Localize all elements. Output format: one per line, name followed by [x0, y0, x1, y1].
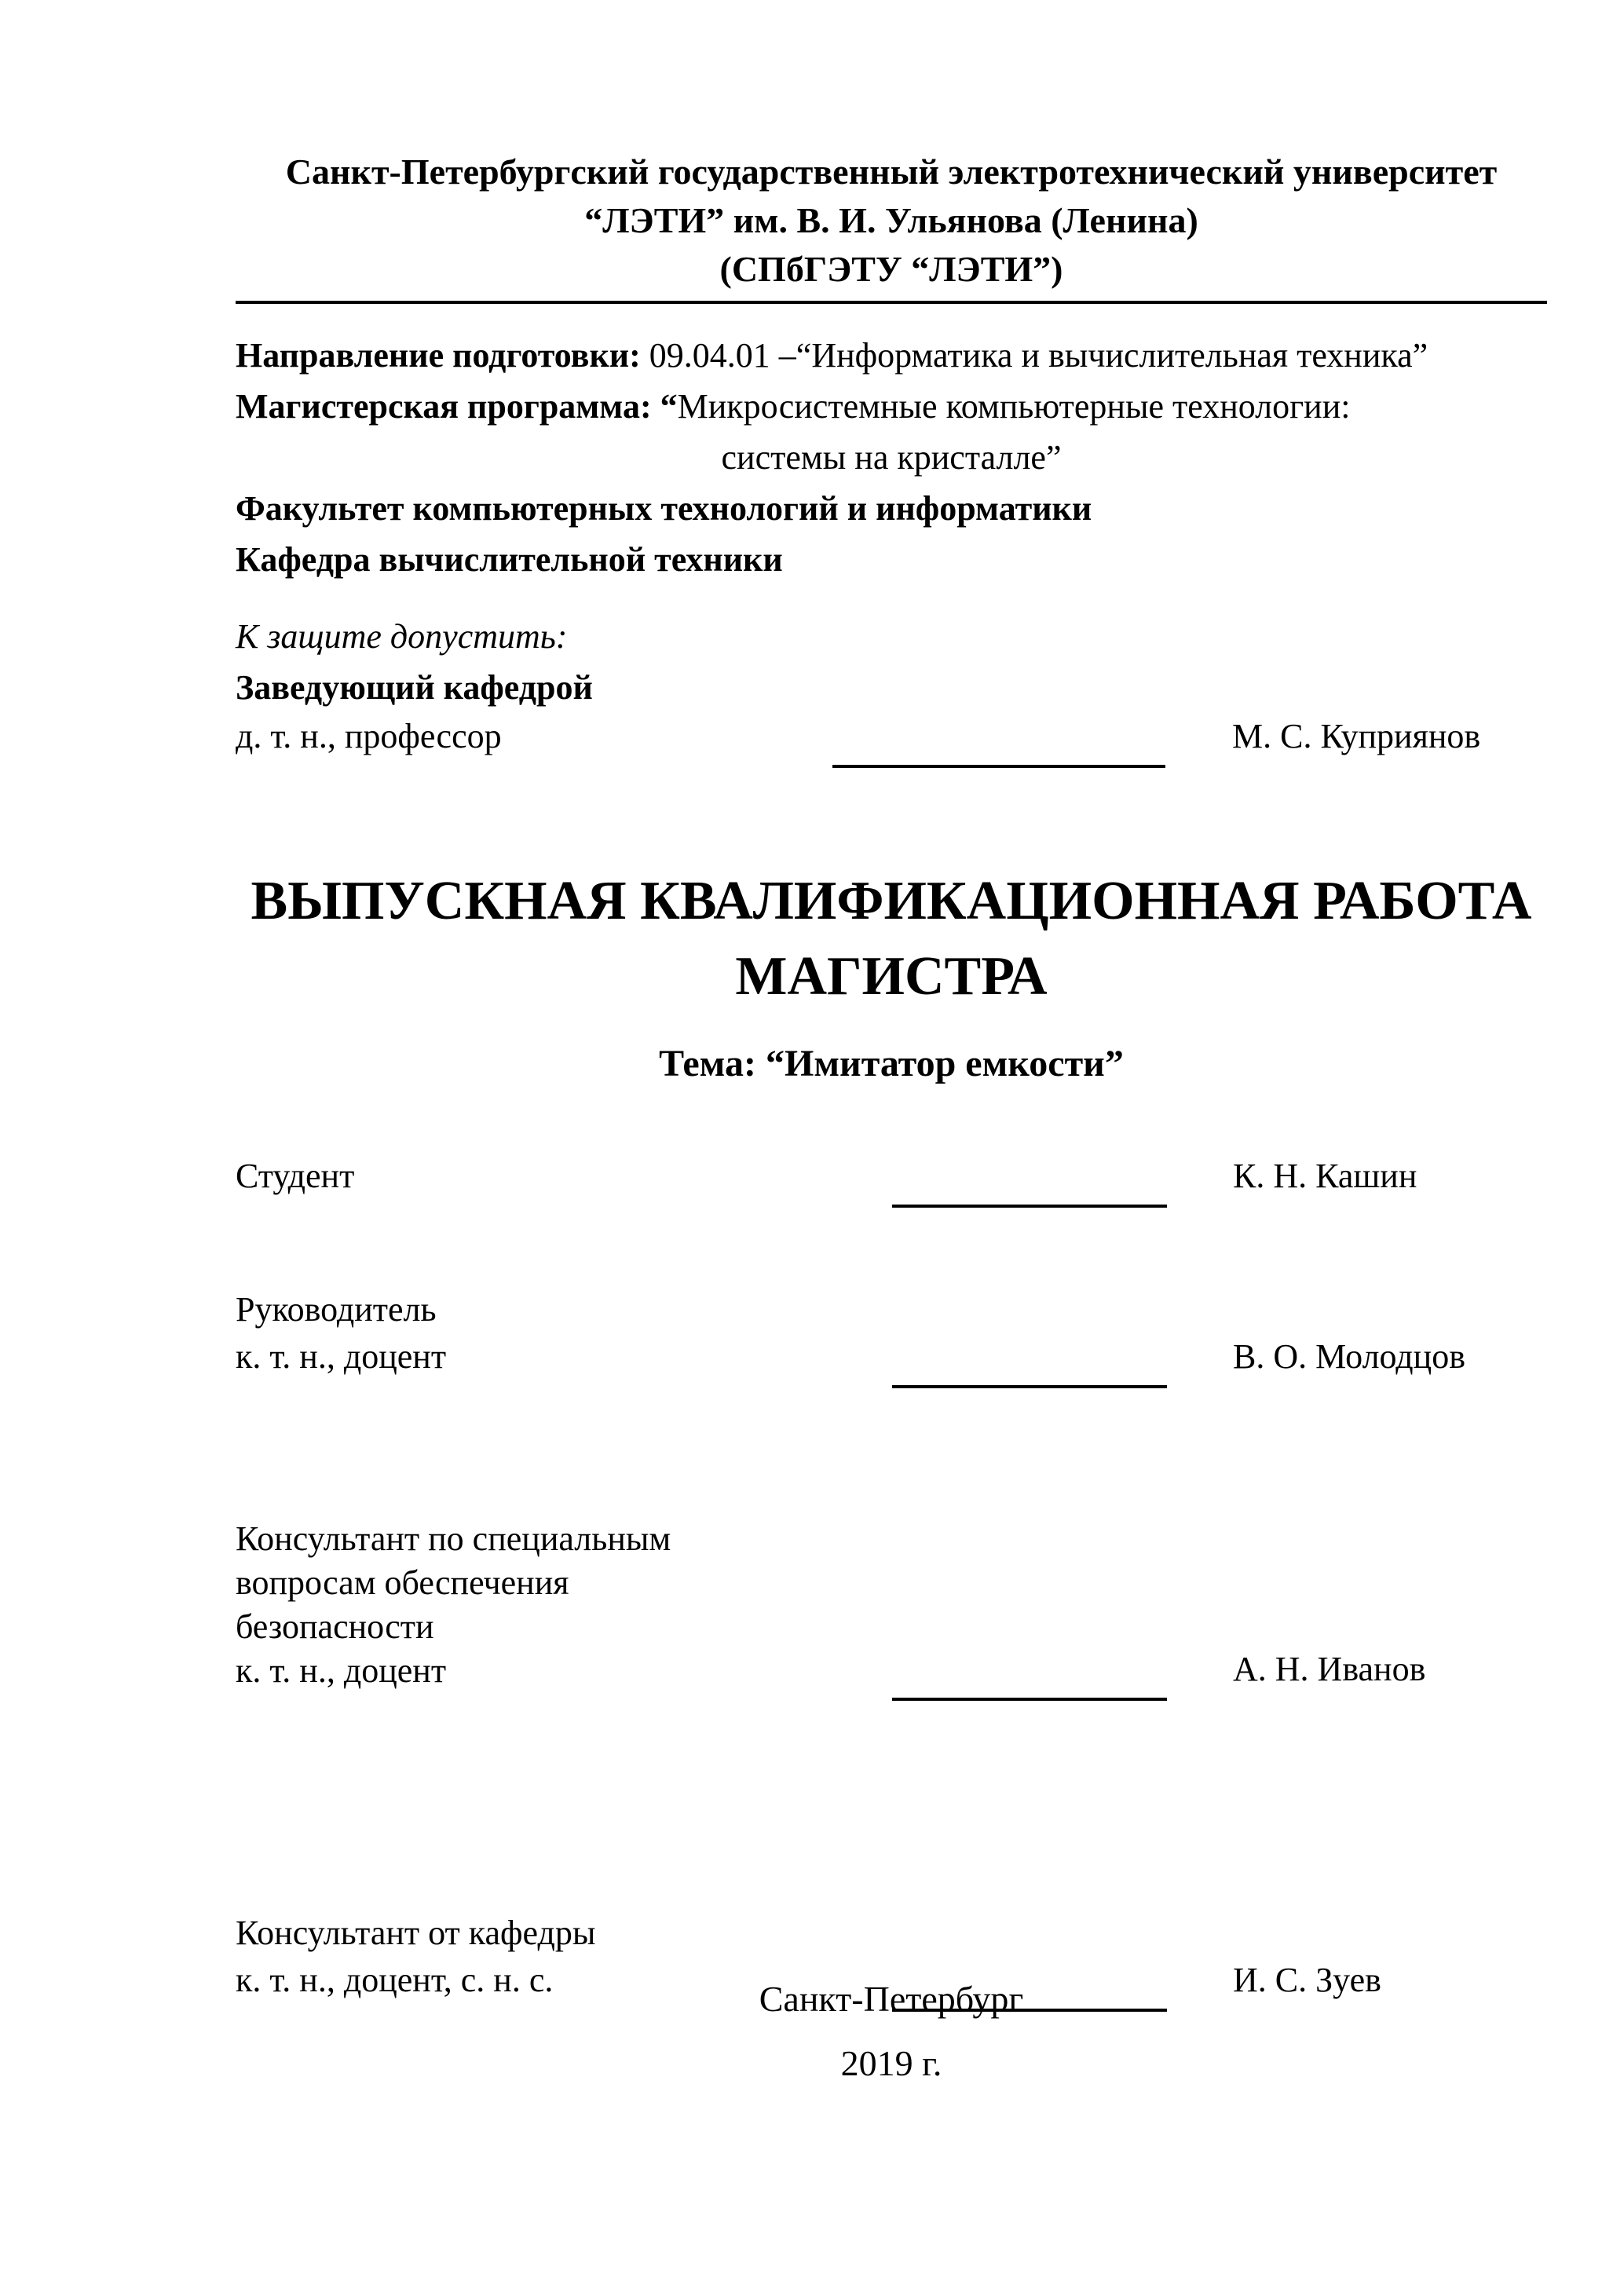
signer-row-security-consultant	[236, 1517, 1547, 1693]
master-program-label: Магистерская программа: “	[236, 387, 678, 426]
university-abbreviation: (СПбГЭТУ “ЛЭТИ”)	[719, 249, 1063, 289]
signer-name: К. Н. Кашин	[1233, 1157, 1417, 1195]
thesis-title-line-2: МАГИСТРА	[735, 946, 1048, 1007]
head-name: М. С. Куприянов	[1232, 717, 1481, 755]
thesis-theme: Тема: “Имитатор емкости”	[659, 1043, 1124, 1084]
header-divider-rule	[236, 301, 1547, 304]
university-name: Санкт-Петербургский государственный электротехнический университет	[285, 152, 1498, 192]
direction-label: Направление подготовки:	[236, 336, 641, 375]
signer-signature-line	[892, 1698, 1167, 1701]
signer-name: В. О. Молодцов	[1233, 1337, 1465, 1376]
university-named-after: “ЛЭТИ” им. В. И. Ульянова (Ленина)	[584, 200, 1198, 240]
thesis-title-line-1: ВЫПУСКНАЯ КВАЛИФИКАЦИОННАЯ РАБОТА	[251, 871, 1532, 931]
master-program-value: Микросистемные компьютерные технологии:	[677, 387, 1351, 426]
signer-label: Консультант от кафедры к. т. н., доцент, с. н. с.	[236, 1914, 596, 1999]
signer-signature-line	[892, 1385, 1167, 1388]
faculty-line: Факультет компьютерных технологий и информатики	[236, 489, 1092, 528]
head-of-department-title: Заведующий кафедрой	[236, 668, 593, 707]
department-line: Кафедра вычислительной техники	[236, 540, 783, 579]
footer-year: 2019 г.	[840, 2043, 942, 2083]
head-signature-line	[832, 765, 1165, 768]
direction-value: 09.04.01 –“Информатика и вычислительная техника”	[640, 336, 1428, 375]
signer-signature-line	[892, 1205, 1167, 1208]
signer-row-student	[236, 1153, 1547, 1200]
signer-name: А. Н. Иванов	[1233, 1650, 1426, 1688]
admission-note: К защите допустить:	[236, 617, 568, 656]
footer	[236, 1967, 1547, 2096]
signer-label: Студент	[236, 1157, 355, 1195]
head-degree: д. т. н., профессор	[236, 717, 502, 755]
master-program-line	[236, 381, 1547, 432]
program-section	[236, 330, 1547, 585]
footer-city: Санкт-Петербург	[759, 1979, 1024, 2019]
thesis-title	[236, 864, 1547, 1015]
signer-label: Руководитель к. т. н., доцент	[236, 1290, 447, 1376]
signer-label: Консультант по специальным вопросам обеспечения безопасности к. т. н., доцент	[236, 1519, 671, 1690]
signer-row-supervisor	[236, 1286, 1547, 1380]
master-program-value-continued: системы на кристалле”	[721, 438, 1062, 477]
university-header	[236, 148, 1547, 294]
head-signature-row	[236, 713, 1547, 760]
direction-line	[236, 330, 1547, 381]
admission-section	[236, 611, 1547, 760]
signer-name: И. С. Зуев	[1233, 1961, 1381, 1999]
